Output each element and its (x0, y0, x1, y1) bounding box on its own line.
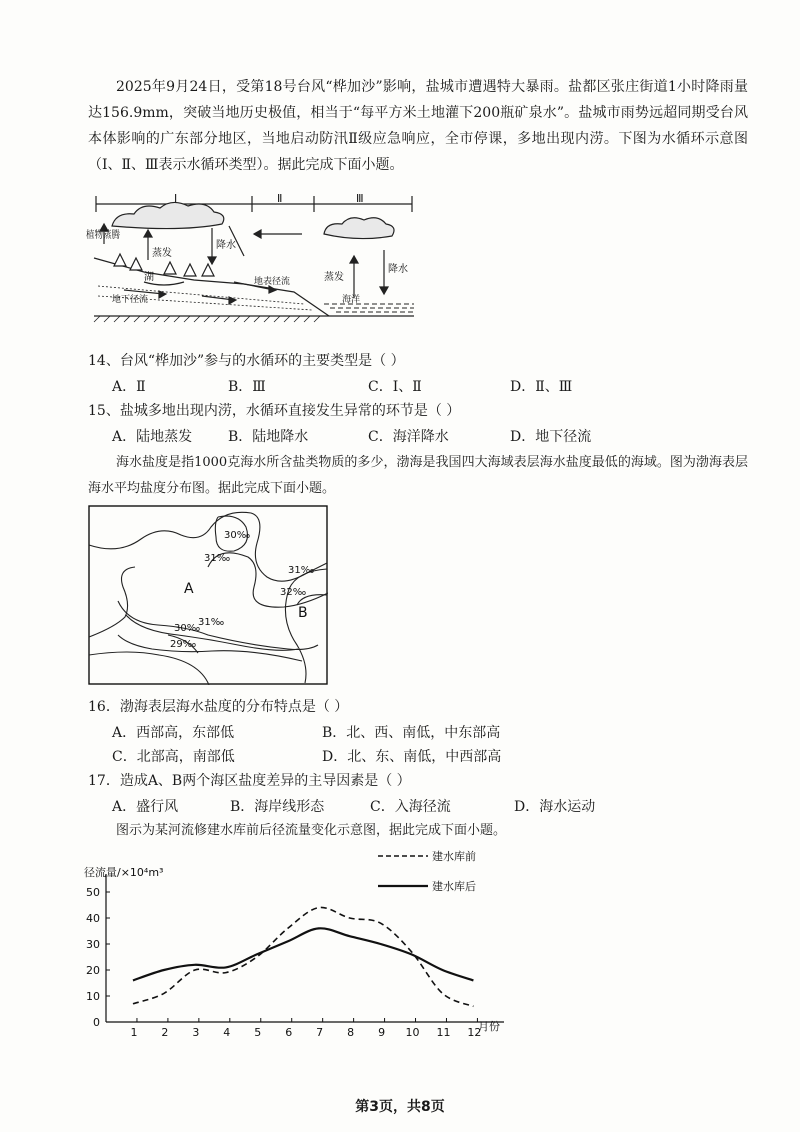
q16-option-c[interactable]: C．北部高，南部低 (112, 749, 235, 765)
label-ocean: 海洋 (342, 295, 361, 305)
label-iso-30-south: 30‰ (174, 623, 201, 634)
question-15-stem: 15、盐城多地出现内涝，水循环直接发生异常的环节是（ ） (88, 403, 461, 419)
chart-x-tick-label: 9 (378, 1026, 386, 1039)
q17-option-a[interactable]: A．盛行风 (112, 799, 179, 815)
chart-y-tick-label: 20 (86, 964, 100, 977)
page-footer: 第3页，共8页 (355, 1099, 445, 1115)
chart-x-tick-label: 5 (254, 1026, 262, 1039)
q14-option-c[interactable]: C．Ⅰ、Ⅱ (368, 379, 422, 395)
q16-option-d[interactable]: D．北、东、南低，中西部高 (322, 749, 502, 765)
label-area-a: A (184, 581, 194, 597)
question-17-stem: 17．造成A、B两个海区盐度差异的主导因素是（ ） (88, 773, 411, 789)
chart-y-tick-label: 0 (93, 1016, 100, 1029)
label-iso-32: 32‰ (280, 587, 307, 598)
q16-option-a[interactable]: A．西部高，东部低 (112, 725, 235, 741)
passage-typhoon: 2025年9月24日，受第18号台风“桦加沙”影响，盐城市遭遇特大暴雨。盐都区张庄街道1小时降雨量达156.9mm，突破当地历史极值，相当于“每平方米土地灌下200瓶矿泉水”。盐城市雨势远超同期受台风本体影响的广东部分地区，当地启动防汛Ⅱ级应急响应，全市停课，多地出现内涝。下图为水循环示意图（Ⅰ、Ⅱ、Ⅲ表示水循环类型）。据此完成下面小题。 (88, 79, 748, 173)
chart-x-tick-label: 6 (285, 1026, 293, 1039)
chart-y-tick-label: 30 (86, 938, 100, 951)
chart-x-tick-label: 4 (223, 1026, 231, 1039)
label-surface-runoff: 地表径流 (254, 277, 291, 287)
passage-reservoir: 图示为某河流修建水库前后径流量变化示意图，据此完成下面小题。 (116, 823, 507, 838)
coast-laizhou (89, 652, 209, 685)
q16-option-b[interactable]: B．北、西、南低，中东部高 (322, 725, 501, 741)
legend-label-1: 建水库前 (432, 850, 476, 863)
chart-x-tick-label: 10 (405, 1026, 420, 1039)
label-iso-31-north: 31‰ (204, 553, 231, 564)
q15-option-d[interactable]: D．地下径流 (510, 429, 592, 445)
cloud-right (324, 218, 394, 239)
runoff-chart (78, 846, 508, 1046)
label-roman-3: Ⅲ (356, 192, 364, 205)
chart-x-tick-label: 11 (436, 1026, 451, 1039)
q17-option-c[interactable]: C．入海径流 (370, 799, 451, 815)
label-iso-30-north: 30‰ (224, 530, 251, 541)
chart-x-tick-label: 12 (467, 1026, 482, 1039)
series-line-after-reservoir (133, 928, 473, 980)
series-line-before-reservoir (133, 907, 473, 1006)
chart-x-tick-label: 8 (347, 1026, 355, 1039)
label-area-b: B (298, 605, 308, 621)
label-iso-29: 29‰ (170, 639, 197, 650)
q17-option-d[interactable]: D．海水运动 (514, 799, 596, 815)
q15-option-c[interactable]: C．海洋降水 (368, 429, 449, 445)
label-evaporation-land: 蒸发 (152, 248, 172, 259)
chart-y-tick-label: 10 (86, 990, 100, 1003)
label-roman-2: Ⅱ (277, 192, 283, 205)
chart-y-tick-label: 40 (86, 912, 100, 925)
chart-x-tick-label: 2 (161, 1026, 169, 1039)
question-16-stem: 16．渤海表层海水盐度的分布特点是（ ） (88, 699, 349, 715)
legend-label-2: 建水库后 (432, 880, 476, 893)
cloud-left (112, 202, 224, 228)
chart-x-tick-label: 3 (192, 1026, 200, 1039)
question-14-stem: 14、台风“桦加沙”参与的水循环的主要类型是（ ） (88, 353, 405, 369)
label-evaporation-sea: 蒸发 (324, 272, 344, 283)
q17-option-b[interactable]: B．海岸线形态 (230, 799, 325, 815)
label-precip-land: 降水 (216, 240, 236, 251)
q15-option-b[interactable]: B．陆地降水 (228, 429, 309, 445)
label-iso-31-east: 31‰ (288, 565, 315, 576)
q14-option-b[interactable]: B．Ⅲ (228, 379, 266, 395)
label-plant-transpiration: 植物蒸腾 (86, 230, 126, 241)
chart-x-tick-label: 1 (130, 1026, 138, 1039)
chart-y-axis-label: 径流量/×10⁴m³ (84, 866, 164, 879)
label-precip-sea: 降水 (388, 264, 408, 275)
chart-x-tick-label: 7 (316, 1026, 324, 1039)
label-groundwater: 地下径流 (112, 295, 149, 305)
chart-x-axis-label: 月份 (478, 1020, 500, 1033)
label-roman-1: Ⅰ (174, 192, 178, 205)
passage-salinity: 海水盐度是指1000克海水所含盐类物质的多少，渤海是我国四大海域表层海水盐度最低的海域。图为渤海表层海水平均盐度分布图。据此完成下面小题。 (88, 455, 748, 496)
coastline-west (89, 567, 135, 637)
water-cycle-diagram (84, 186, 424, 336)
label-lake: 湖 (144, 272, 154, 283)
chart-y-tick-label: 50 (86, 886, 100, 899)
bohai-salinity-map (88, 505, 328, 685)
q14-option-a[interactable]: A．Ⅱ (112, 379, 146, 395)
q14-option-d[interactable]: D．Ⅱ、Ⅲ (510, 379, 573, 395)
q15-option-a[interactable]: A．陆地蒸发 (112, 429, 193, 445)
label-iso-31-south: 31‰ (198, 617, 225, 628)
